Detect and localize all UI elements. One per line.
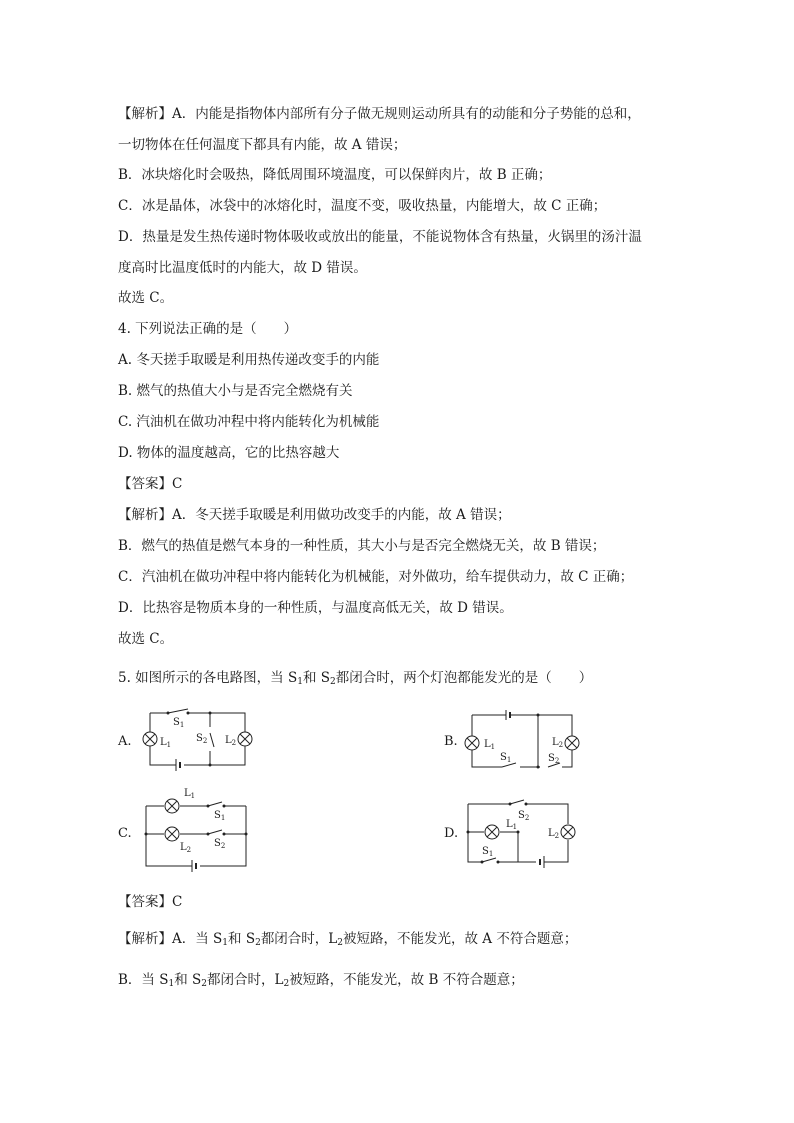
circuit-a-label: A. xyxy=(118,734,132,749)
circuit-diagram-b xyxy=(462,705,582,777)
q3-analysis-line-5: D．热量是发生热传递时物体吸收或放出的能量，不能说物体含有热量，火锅里的汤汁温 xyxy=(118,229,642,245)
q5-analysis-b: B．当 $S_1$和 $S_2$都闭合时，$L_2$被短路，不能发光，故 B 不符合题意； xyxy=(118,972,524,989)
q3-analysis-line-4: C．冰是晶体，冰袋中的冰熔化时，温度不变，吸收热量，内能增大，故 C 正确； xyxy=(118,198,607,214)
q4-analysis-line-3: C．汽油机在做功冲程中将内能转化为机械能，对外做功，给车提供动力，故 C 正确； xyxy=(118,569,634,585)
q4-answer: 【答案】C xyxy=(118,476,183,492)
label-l2: $L_2$ xyxy=(552,737,564,749)
label-s2: $S_2$ xyxy=(214,838,226,850)
label-l1: $L_1$ xyxy=(484,739,496,751)
q3-analysis-line-3: B．冰块熔化时会吸热，降低周围环境温度，可以保鲜肉片，故 B 正确； xyxy=(118,167,552,183)
circuit-diagram-c xyxy=(140,788,255,870)
q5-stem: 5. 如图所示的各电路图，当 $S_1$和 $S_2$都闭合时，两个灯泡都能发光的是（ ） xyxy=(118,670,593,687)
label-l1: $L_1$ xyxy=(160,737,172,749)
q4-analysis-line-2: B．燃气的热值是燃气本身的一种性质，其大小与是否完全燃烧无关，故 B 错误； xyxy=(118,538,606,554)
q3-analysis-line-6: 度高时比温度低时的内能大，故 D 错误。 xyxy=(118,260,367,276)
q3-analysis-line-1: 【解析】A．内能是指物体内部所有分子做无规则运动所具有的动能和分子势能的总和， xyxy=(118,106,641,122)
q4-option-d: D. 物体的温度越高，它的比热容越大 xyxy=(118,445,340,461)
circuit-diagram-d xyxy=(462,794,582,866)
circuit-diagram-a xyxy=(140,703,260,775)
circuit-d-label: D. xyxy=(444,826,459,841)
label-s1: $S_1$ xyxy=(173,717,185,729)
q5-answer: 【答案】C xyxy=(118,894,183,910)
q4-analysis-line-1: 【解析】A．冬天搓手取暖是利用做功改变手的内能，故 A 错误； xyxy=(118,507,511,523)
q4-stem: 4. 下列说法正确的是（ ） xyxy=(118,321,298,337)
q4-option-b: B. 燃气的热值大小与是否完全燃烧有关 xyxy=(118,383,353,399)
label-l1: $L_1$ xyxy=(506,819,518,831)
label-s1: $S_1$ xyxy=(214,810,226,822)
label-s1: $S_1$ xyxy=(500,752,512,764)
circuit-c-label: C. xyxy=(118,826,132,841)
label-l2: $L_2$ xyxy=(548,828,560,840)
q3-analysis-line-2: 一切物体在任何温度下都具有内能，故 A 错误； xyxy=(118,137,407,153)
label-l1: $L_1$ xyxy=(184,788,196,800)
q4-conclusion: 故选 C。 xyxy=(118,631,174,647)
label-l2: $L_2$ xyxy=(180,842,192,854)
label-s2: $S_2$ xyxy=(518,810,530,822)
q5-analysis-a: 【解析】A．当 $S_1$和 $S_2$都闭合时，$L_2$被短路，不能发光，故 A 不符合题意； xyxy=(118,931,578,948)
label-s2: $S_2$ xyxy=(196,733,208,745)
label-s1: $S_1$ xyxy=(482,846,494,858)
q4-option-a: A. 冬天搓手取暖是利用热传递改变手的内能 xyxy=(118,352,380,368)
q3-conclusion: 故选 C。 xyxy=(118,290,174,306)
q4-analysis-line-4: D．比热容是物质本身的一种性质，与温度高低无关，故 D 错误。 xyxy=(118,600,513,616)
circuit-b-label: B. xyxy=(444,734,458,749)
label-s2: $S_2$ xyxy=(548,753,560,765)
q4-option-c: C. 汽油机在做功冲程中将内能转化为机械能 xyxy=(118,414,380,430)
label-l2: $L_2$ xyxy=(225,735,237,747)
